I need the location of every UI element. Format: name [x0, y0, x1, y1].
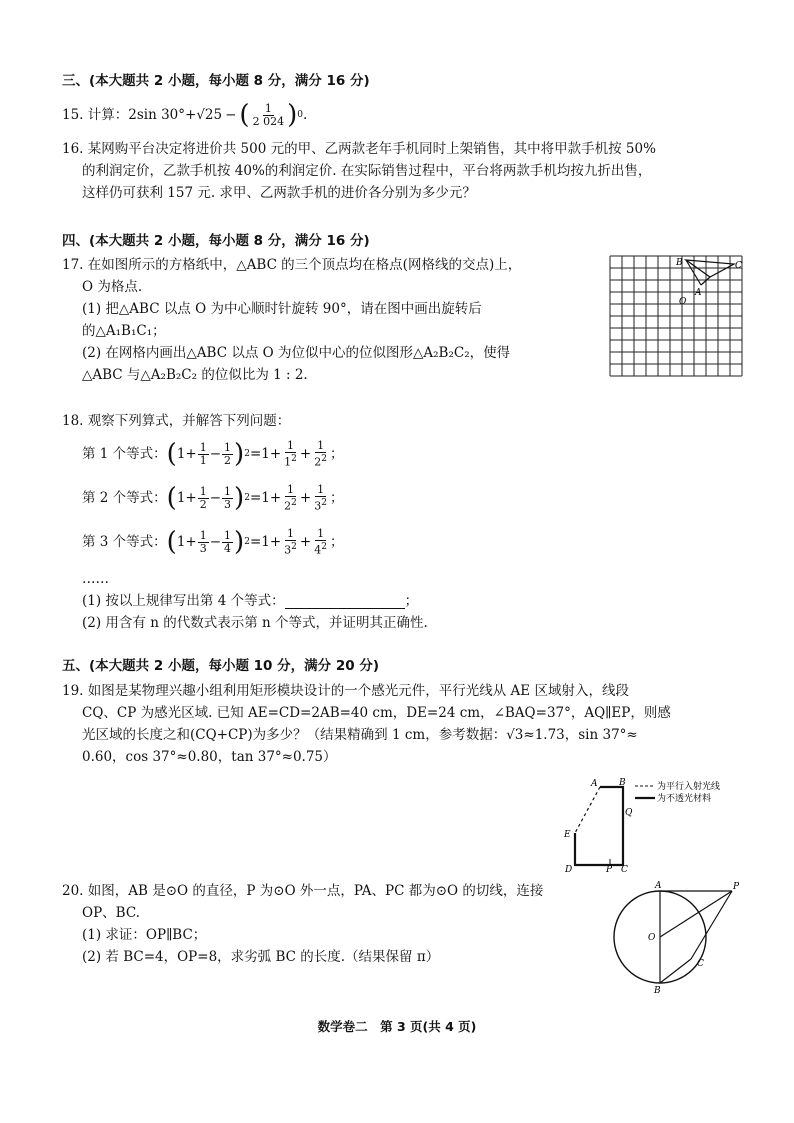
- eq-1: 第 1 个等式： ( 1+ $\frac{1}{1}$ − $\frac{1}{2}$ ) 2 =1+ $\frac{1}{1^2}$ + $\frac{1}{2^2}$ ；: [82, 438, 344, 469]
- svg-text:B: B: [654, 986, 661, 996]
- eq-2: 第 2 个等式： ( 1+ $\frac{1}{2}$ − $\frac{1}{3}$ ) 2 =1+ $\frac{1}{2^2}$ + $\frac{1}{3^2}$ ；: [82, 482, 344, 513]
- svg-text:P: P: [733, 882, 740, 892]
- question-17: 17. 在如图所示的方格纸中，△ABC 的三个顶点均在格点(网格线的交点)上， O 为格点. (1) 把△ABC 以点 O 为中心顺时针旋转 90°，请在图中画出旋转后 的△A₁B₁C₁； (2) 在网格内画出△ABC 以点 O 为位似中心的位似图形△A₂B₂C₂，使得 △ABC 与△A₂B₂C₂ 的位似比为 1 : 2.: [62, 257, 522, 383]
- section-4-header: 四、(本大题共 2 小题，每小题 8 分，满分 16 分): [62, 233, 370, 249]
- q18-sub1: (1) 按以上规律写出第 4 个等式： ；: [82, 593, 419, 609]
- label-b: B: [676, 258, 683, 268]
- q15-prefix: 15. 计算：2sin 30°+: [62, 107, 197, 123]
- label-o: O: [679, 297, 687, 307]
- q15-minus: −: [225, 107, 237, 123]
- eq-3: 第 3 个等式： ( 1+ $\frac{1}{3}$ − $\frac{1}{4}$ ) 2 =1+ $\frac{1}{3^2}$ + $\frac{1}{4^2}$ ；: [82, 526, 344, 557]
- q20-figure: [604, 878, 754, 996]
- question-16: 16. 某网购平台决定将进价共 500 元的甲、乙两款老年手机同时上架销售，其中将甲款手机按 50% 的利润定价，乙款手机按 40%的利润定价. 在实际销售过程中，平台将两款手机均按九折出售， 这样仍可获利 157 元. 求甲、乙两款手机的进价各分别为多少元？: [62, 141, 656, 201]
- label-c: C: [735, 261, 742, 271]
- question-20: 20. 如图，AB 是⊙O 的直径，P 为⊙O 外一点，PA、PC 都为⊙O 的切线，连接 OP、BC. (1) 求证：OP∥BC； (2) 若 BC=4，OP=8，求劣弧 BC 的长度.（结果保留 π）: [62, 883, 544, 965]
- q15-sqrt: √25: [196, 107, 223, 123]
- answer-blank[interactable]: [285, 594, 405, 609]
- svg-text:Q: Q: [625, 808, 633, 818]
- label-a: A: [695, 288, 702, 298]
- svg-text:为平行入射光线: 为平行入射光线: [657, 782, 721, 792]
- svg-text:A: A: [655, 881, 662, 891]
- svg-text:C: C: [621, 865, 628, 875]
- question-19: 19. 如图是某物理兴趣小组利用矩形模块设计的一个感光元件，平行光线从 AE 区域射入，线段 CQ、CP 为感光区域. 已知 AE=CD=2AB=40 cm，DE=24 cm，∠BAQ=37°，AQ∥EP，则感 光区域的长度之和(CQ+CP)为多少？（结果精确到 1 cm，参考数据：√3≈1.73，sin 37°≈ 0.60，cos 37°≈0.80，tan 37°≈0.75）: [62, 683, 671, 765]
- svg-text:A: A: [591, 779, 598, 789]
- svg-text:为不透光材料: 为不透光材料: [657, 794, 712, 804]
- svg-text:E: E: [564, 830, 571, 840]
- svg-text:C: C: [697, 959, 704, 969]
- q15-fraction: $\frac{1}{2 024}$: [252, 101, 285, 128]
- svg-text:D: D: [565, 865, 573, 875]
- svg-text:B: B: [619, 778, 626, 788]
- section-3-header: 三、(本大题共 2 小题，每小题 8 分，满分 16 分): [62, 73, 370, 89]
- page-footer: 数学卷二 第 3 页(共 4 页): [317, 1019, 477, 1034]
- question-18: 18. 观察下列算式，并解答下列问题： 第 1 个等式： ( 1+ $\frac{1}{1}$ − $\frac{1}{2}$ ) 2 =1+ $\frac{1}{1^2}$ + $\frac{1}{2^2}$ ； 第 2 个等式： ( 1+ $\frac{1}{2}$ − $\frac{1}{3}$ ) 2 =1+ $\frac{1}{2^2}$ + $\frac{1}{3^2}$ ； 第 3 个等式： ( 1+ $\frac{1}{3}$ − $\frac{1}{4}$ ) 2 =1+ $\frac{1}{3^2}$ + $\frac{1}{4^2}$ ； …… (1) 按以上规律写出第 4 个等式： ； (2) 用含有 n 的代数式表示第 n 个等式，并证明其正确性.: [62, 410, 752, 634]
- question-15: 15. 计算：2sin 30°+ √25 − ( $\frac{1}{2 024}$ ) 0 .: [62, 100, 308, 130]
- section-5-header: 五、(本大题共 2 小题，每小题 10 分，满分 20 分): [62, 658, 380, 674]
- svg-text:O: O: [648, 933, 656, 943]
- q17-grid-figure: [606, 254, 746, 386]
- svg-text:P: P: [606, 865, 613, 875]
- grid-lines: [610, 256, 742, 376]
- q15-exponent: 0: [297, 110, 303, 120]
- q19-figure: [555, 775, 755, 875]
